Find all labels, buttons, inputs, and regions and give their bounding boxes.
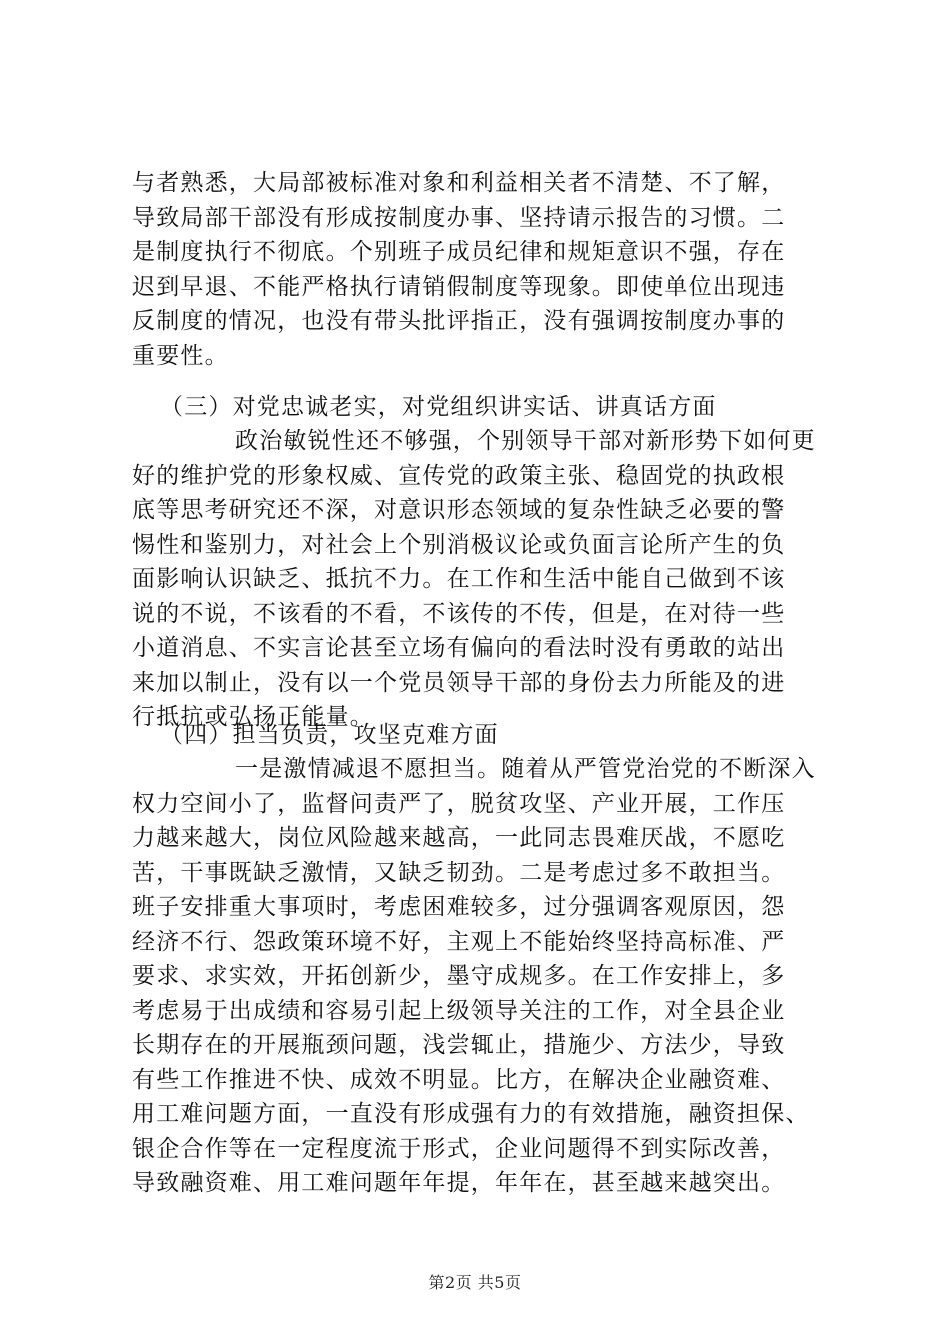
text-line: 政治敏锐性还不够强，个别领导干部对新形势下如何更 — [235, 428, 816, 454]
text-line: 面影响认识缺乏、抵抗不力。在工作和生活中能自己做到不该 — [132, 566, 786, 592]
page-number-footer: 第2页 共5页 — [428, 1273, 522, 1292]
text-line: 导致融资难、用工难问题年年提，年年在，甚至越来越突出。 — [132, 1170, 786, 1196]
text-line: 长期存在的开展瓶颈问题，浅尝辄止，措施少、方法少，导致 — [132, 1032, 786, 1058]
text-line: 力越来越大，岗位风险越来越高，一此同志畏难厌战，不愿吃 — [132, 825, 786, 851]
text-line: 是制度执行不彻底。个别班子成员纪律和规矩意识不强，存在 — [132, 239, 786, 265]
text-line: 小道消息、不实言论甚至立场有偏向的看法时没有勇敢的站出 — [132, 635, 786, 661]
text-line: 经济不行、怨政策环境不好，主观上不能始终坚持高标准、严 — [132, 928, 786, 955]
text-line: 用工难问题方面，一直没有形成强有力的有效措施，融资担保、 — [132, 1101, 810, 1127]
paragraph-loyalty — [132, 424, 832, 735]
text-line: 好的维护党的形象权威、宣传党的政策主张、稳固党的执政根 — [132, 462, 786, 489]
text-line: 权力空间小了，监督问责严了，脱贫攻坚、产业开展，工作压 — [132, 790, 786, 817]
heading-text: （三）对党忠诚老实，对党组织讲实话、讲真话方面 — [160, 394, 717, 420]
text-line: 反制度的情况，也没有带头批评指正，没有强调按制度办事的 — [132, 308, 786, 334]
text-line: 迟到早退、不能严格执行请销假制度等现象。即使单位出现违 — [132, 273, 786, 300]
text-line: 苦，干事既缺乏激情，又缺乏韧劲。二是考虑过多不敢担当。 — [132, 859, 786, 886]
text-line: 来加以制止，没有以一个党员领导干部的身份去力所能及的进 — [132, 669, 786, 696]
text-line: 考虑易于出成绩和容易引起上级领导关注的工作，对全县企业 — [132, 997, 786, 1024]
section-heading-4 — [160, 718, 860, 753]
heading-text: （四）担当负责，攻坚克难方面 — [160, 722, 499, 748]
text-line: 有些工作推进不快、成效不明显。比方，在解决企业融资难、 — [132, 1066, 786, 1093]
text-line: 重要性。 — [132, 342, 229, 369]
paragraph-responsibility — [132, 752, 832, 1201]
text-line: 行抵抗或弘扬正能量。 — [132, 704, 374, 730]
text-line: 班子安排重大事项时，考虑困难较多，过分强调客观原因，怨 — [132, 894, 786, 920]
text-line: 导致局部干部没有形成按制度办事、坚持请示报告的习惯。二 — [132, 204, 786, 231]
text-line: 说的不说，不该看的不看，不该传的不传，但是，在对待一些 — [132, 600, 786, 627]
text-line: 与者熟悉，大局部被标准对象和利益相关者不清楚、不了解， — [132, 170, 786, 196]
text-line: 惕性和鉴别力，对社会上个别消极议论或负面言论所产生的负 — [132, 531, 786, 558]
text-line: 银企合作等在一定程度流于形式，企业问题得不到实际改善， — [132, 1135, 786, 1162]
text-line: 一是激情减退不愿担当。随着从严管党治党的不断深入 — [235, 756, 816, 782]
paragraph-regulations — [132, 166, 832, 373]
text-line: 底等思考研究还不深，对意识形态领域的复杂性缺乏必要的警 — [132, 497, 786, 523]
text-line: 要求、求实效，开拓创新少，墨守成规多。在工作安排上，多 — [132, 963, 786, 989]
section-heading-3 — [160, 390, 860, 425]
